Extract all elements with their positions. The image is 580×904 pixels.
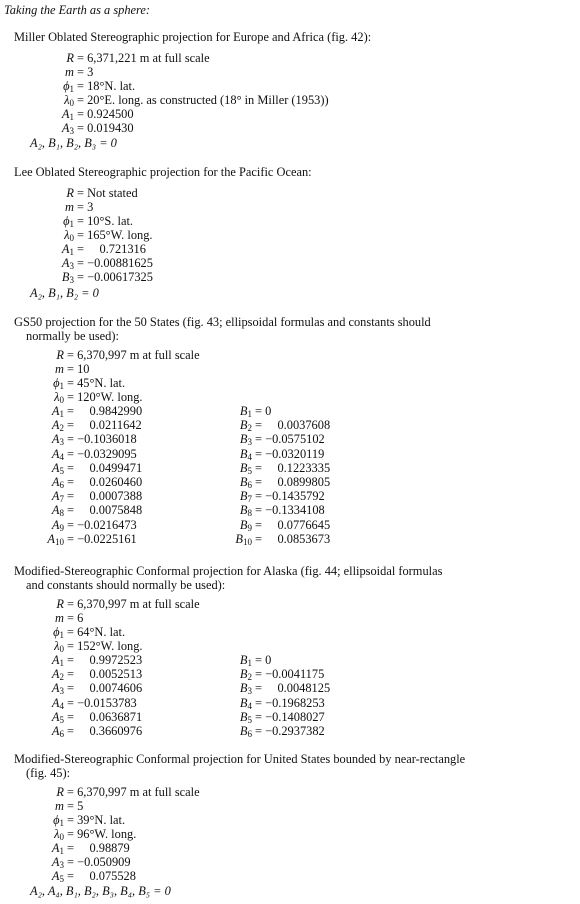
symbol-subscript: 8: [247, 508, 252, 519]
symbol: [50, 200, 74, 214]
symbol-letter: ϕ: [53, 625, 60, 639]
symbol-subscript: 0: [59, 832, 64, 842]
symbol-letter: λ: [54, 639, 60, 653]
symbol-subscript: 2: [247, 672, 252, 683]
symbol-letter: R: [56, 785, 64, 799]
symbol-subscript: 8: [59, 508, 64, 519]
value-text: = 0.98879: [67, 841, 130, 855]
symbol-subscript: 3: [69, 275, 74, 285]
coefficient-a-row: [40, 724, 142, 741]
value-text: = 0.0007388: [67, 489, 143, 504]
symbol-letter: B: [239, 446, 248, 461]
value-text: = −0.050909: [67, 855, 131, 869]
value-text: = 0.0075848: [67, 503, 143, 518]
symbol-letter: λ: [64, 228, 70, 242]
symbol: [40, 724, 64, 741]
symbol-letter: A: [51, 681, 60, 696]
value-text: = 165°W. long.: [77, 228, 153, 242]
symbol-subscript: 5: [59, 874, 64, 884]
value-text: = −0.0153783: [67, 695, 137, 710]
symbol-letter: m: [65, 200, 74, 214]
symbol-subscript: 3: [59, 860, 64, 870]
parameter-row: [40, 611, 83, 625]
value-text: = 3: [77, 200, 94, 214]
value-text: = −0.0041175: [255, 667, 325, 682]
symbol-letter: A: [51, 709, 60, 724]
value-text: = 0.0260460: [67, 475, 143, 489]
value-text: = −0.1036018: [67, 432, 137, 447]
value-text: = 5: [67, 799, 84, 813]
value-text: = 0.924500: [77, 107, 134, 121]
parameter-row: [40, 799, 83, 813]
symbol-letter: A: [61, 107, 70, 121]
symbol-subscript: 9: [59, 522, 64, 533]
value-text: = 3: [77, 65, 94, 79]
value-text: = −0.1968253: [255, 695, 325, 710]
value-text: = 0.0074606: [67, 681, 143, 696]
symbol-subscript: 5: [247, 714, 252, 725]
value-text: = 0.0636871: [67, 709, 143, 724]
symbol-letter: A: [51, 517, 60, 532]
parameter-row: [40, 362, 89, 376]
symbol-subscript: 3: [59, 686, 64, 697]
symbol: [40, 362, 64, 376]
symbol-subscript: 5: [247, 465, 252, 476]
value-text: = −0.0329095: [67, 446, 137, 461]
symbol-subscript: 2: [59, 672, 64, 683]
value-text: = 0.0211642: [67, 418, 142, 433]
symbol-letter: λ: [54, 390, 60, 404]
symbol-subscript: 5: [59, 714, 64, 725]
symbol-letter: A: [51, 653, 60, 667]
symbol-subscript: 3: [59, 437, 64, 448]
symbol-letter: A: [51, 503, 60, 518]
symbol-subscript: 0: [59, 395, 64, 405]
section-title: Miller Oblated Stereographic projection for Europe and Africa (fig. 42):: [14, 30, 372, 44]
parameter-row: [50, 186, 138, 200]
symbol-letter: B: [239, 418, 248, 433]
symbol-subscript: 5: [59, 465, 64, 476]
symbol-letter: R: [66, 51, 74, 65]
symbol-subscript: 6: [59, 729, 64, 739]
symbol-letter: ϕ: [63, 214, 70, 228]
value-text: = 39°N. lat.: [67, 813, 126, 827]
symbol-subscript: 6: [247, 480, 252, 490]
value-text: = −0.00617325: [77, 270, 153, 284]
symbol-subscript: 1: [247, 658, 252, 668]
intro-line: Taking the Earth as a sphere:: [4, 3, 151, 17]
symbol-subscript: 10: [55, 536, 64, 547]
value-text: = −0.2937382: [255, 724, 325, 738]
value-text: = 10°S. lat.: [77, 214, 133, 228]
value-text: = 0.0853673: [255, 531, 331, 546]
symbol: [50, 65, 74, 79]
value-text: = −0.0225161: [67, 531, 137, 546]
value-text: = 20°E. long. as constructed (18° in Miller (1953)): [77, 93, 329, 107]
value-text: = −0.0216473: [67, 517, 137, 532]
section-title-continued: and constants should normally be used):: [26, 578, 226, 592]
value-text: = 0.3660976: [67, 724, 143, 738]
symbol-letter: A: [51, 489, 60, 504]
value-text: = 96°W. long.: [67, 827, 137, 841]
coefficient-a-row: [40, 532, 137, 549]
symbol-subscript: 4: [59, 700, 64, 711]
symbol-letter: A: [51, 869, 60, 883]
symbol-letter: A: [61, 121, 70, 135]
symbol-subscript: 0: [59, 644, 64, 654]
symbol-subscript: 4: [59, 451, 64, 462]
parameter-row: [50, 270, 153, 287]
symbol-subscript: 3: [247, 437, 252, 448]
symbol: [40, 532, 64, 549]
value-text: = 6: [67, 611, 84, 625]
symbol-subscript: 9: [247, 522, 252, 533]
symbol-letter: ϕ: [53, 376, 60, 390]
symbol-letter: B: [239, 681, 248, 696]
value-text: = 6,370,997 m at full scale: [67, 785, 200, 799]
value-text: = 120°W. long.: [67, 390, 143, 404]
symbol-letter: m: [55, 799, 64, 813]
section-title-continued: normally be used):: [26, 329, 119, 343]
value-text: = −0.1408027: [255, 709, 325, 724]
section-title: Modified-Stereographic Conformal projection for United States bounded by near-rectangle: [14, 752, 466, 766]
symbol-letter: A: [51, 695, 60, 710]
symbol-letter: B: [239, 517, 248, 532]
value-text: = −0.0320119: [255, 446, 325, 461]
symbol-subscript: 1: [247, 409, 252, 419]
symbol-letter: A: [61, 256, 70, 270]
symbol-letter: A: [51, 724, 60, 738]
symbol: [40, 348, 64, 362]
symbol-subscript: 1: [59, 381, 64, 391]
parameter-row: [50, 51, 210, 65]
symbol-letter: A: [51, 475, 60, 489]
value-text: = −0.1334108: [255, 503, 325, 518]
value-text: = 152°W. long.: [67, 639, 143, 653]
symbol-subscript: 1: [59, 818, 64, 828]
parameter-row: [40, 597, 200, 611]
section-title-continued: (fig. 45):: [26, 766, 71, 780]
symbol-subscript: 0: [69, 233, 74, 243]
symbol-subscript: 3: [69, 261, 74, 271]
symbol-letter: A: [51, 841, 60, 855]
value-text: = 45°N. lat.: [67, 376, 126, 390]
symbol-letter: A: [51, 460, 60, 475]
value-text: = 0.0776645: [255, 517, 331, 532]
symbol-subscript: 1: [69, 112, 74, 122]
value-text: = −0.00881625: [77, 256, 153, 270]
symbol-subscript: 3: [69, 126, 74, 136]
parameter-row: [40, 348, 200, 362]
symbol-letter: B: [239, 460, 248, 475]
symbol: [40, 611, 64, 625]
symbol-subscript: 6: [247, 729, 252, 739]
symbol: [228, 724, 252, 741]
value-text: = 10: [67, 362, 90, 376]
value-text: = −0.0575102: [255, 432, 325, 447]
symbol-letter: A: [51, 667, 60, 682]
value-text: = 0.721316: [77, 242, 146, 256]
parameter-row: [50, 200, 93, 214]
zero-coefficients-line: A₂, B₁, B₂, B₃ = 0: [30, 136, 117, 150]
symbol-subscript: 10: [243, 536, 252, 547]
symbol-letter: A: [61, 242, 70, 256]
value-text: = 18°N. lat.: [77, 79, 136, 93]
symbol: [228, 532, 252, 549]
symbol-letter: λ: [64, 93, 70, 107]
value-text: = 0.1223335: [255, 460, 331, 475]
symbol-letter: λ: [54, 827, 60, 841]
symbol: [50, 186, 74, 200]
value-text: = 0.0499471: [67, 460, 143, 475]
symbol-letter: A: [51, 404, 60, 418]
value-text: = 0.9972523: [67, 653, 143, 667]
value-text: = 0: [255, 653, 272, 667]
symbol-letter: B: [239, 695, 248, 710]
value-text: = 6,371,221 m at full scale: [77, 51, 210, 65]
symbol-letter: R: [56, 348, 64, 362]
symbol-letter: ϕ: [63, 79, 70, 93]
symbol-subscript: 4: [247, 451, 252, 462]
section-title: Lee Oblated Stereographic projection for the Pacific Ocean:: [14, 165, 312, 179]
symbol-letter: B: [239, 404, 248, 418]
symbol-letter: B: [61, 270, 70, 284]
symbol-subscript: 1: [59, 846, 64, 856]
value-text: = Not stated: [77, 186, 138, 200]
value-text: = 0: [255, 404, 272, 418]
symbol-subscript: 6: [59, 480, 64, 490]
coefficient-b-row: [228, 724, 325, 741]
symbol-subscript: 1: [69, 219, 74, 229]
value-text: = 6,370,997 m at full scale: [67, 348, 200, 362]
coefficient-b-row: [228, 532, 330, 549]
parameter-row: [40, 785, 200, 799]
symbol: [40, 597, 64, 611]
symbol-subscript: 1: [69, 84, 74, 94]
symbol-letter: B: [239, 709, 248, 724]
value-text: = 0.0048125: [255, 681, 331, 696]
symbol-subscript: 3: [247, 686, 252, 697]
symbol-letter: B: [239, 724, 248, 738]
symbol-letter: A: [51, 432, 60, 447]
symbol-letter: R: [56, 597, 64, 611]
symbol-subscript: 7: [247, 494, 252, 505]
symbol-letter: B: [239, 667, 248, 682]
symbol-subscript: 2: [247, 423, 252, 434]
symbol-letter: A: [47, 531, 55, 546]
zero-coefficients-line: A₂, B₁, B₂ = 0: [30, 286, 99, 300]
value-text: = 0.0899805: [255, 475, 331, 489]
symbol: [50, 270, 74, 287]
value-text: = 0.9842990: [67, 404, 143, 418]
symbol-subscript: 0: [69, 98, 74, 108]
symbol: [50, 51, 74, 65]
value-text: = 0.075528: [67, 869, 136, 883]
symbol-letter: A: [51, 446, 60, 461]
symbol-letter: R: [66, 186, 74, 200]
symbol-letter: B: [239, 653, 248, 667]
section-title: GS50 projection for the 50 States (fig. 43; ellipsoidal formulas and constants should: [14, 315, 431, 329]
zero-coefficients-line: A₂, A₄, B₁, B₂, B₃, B₄, B₅ = 0: [30, 884, 171, 898]
symbol-subscript: 1: [59, 630, 64, 640]
symbol: [40, 799, 64, 813]
value-text: = 0.0037608: [255, 418, 331, 433]
symbol-subscript: 4: [247, 700, 252, 711]
symbol-subscript: 1: [59, 409, 64, 419]
value-text: = 0.019430: [77, 121, 134, 135]
value-text: = 0.0052513: [67, 667, 143, 682]
symbol-letter: B: [239, 503, 248, 518]
symbol-letter: B: [235, 531, 243, 546]
symbol-letter: A: [51, 855, 60, 869]
symbol-letter: m: [55, 611, 64, 625]
section-title: Modified-Stereographic Conformal projection for Alaska (fig. 44; ellipsoidal formulas: [14, 564, 443, 578]
symbol-subscript: 1: [59, 658, 64, 668]
symbol: [40, 785, 64, 799]
symbol-subscript: 7: [59, 494, 64, 505]
symbol-letter: B: [239, 432, 248, 447]
symbol-letter: ϕ: [53, 813, 60, 827]
symbol-letter: m: [65, 65, 74, 79]
symbol-letter: A: [51, 418, 60, 433]
symbol-subscript: 1: [69, 247, 74, 257]
symbol-subscript: 2: [59, 423, 64, 434]
value-text: = 64°N. lat.: [67, 625, 126, 639]
value-text: = 6,370,997 m at full scale: [67, 597, 200, 611]
symbol-letter: m: [55, 362, 64, 376]
symbol-letter: B: [239, 489, 248, 504]
value-text: = −0.1435792: [255, 489, 325, 504]
parameter-row: [50, 65, 93, 79]
symbol-letter: B: [239, 475, 248, 489]
